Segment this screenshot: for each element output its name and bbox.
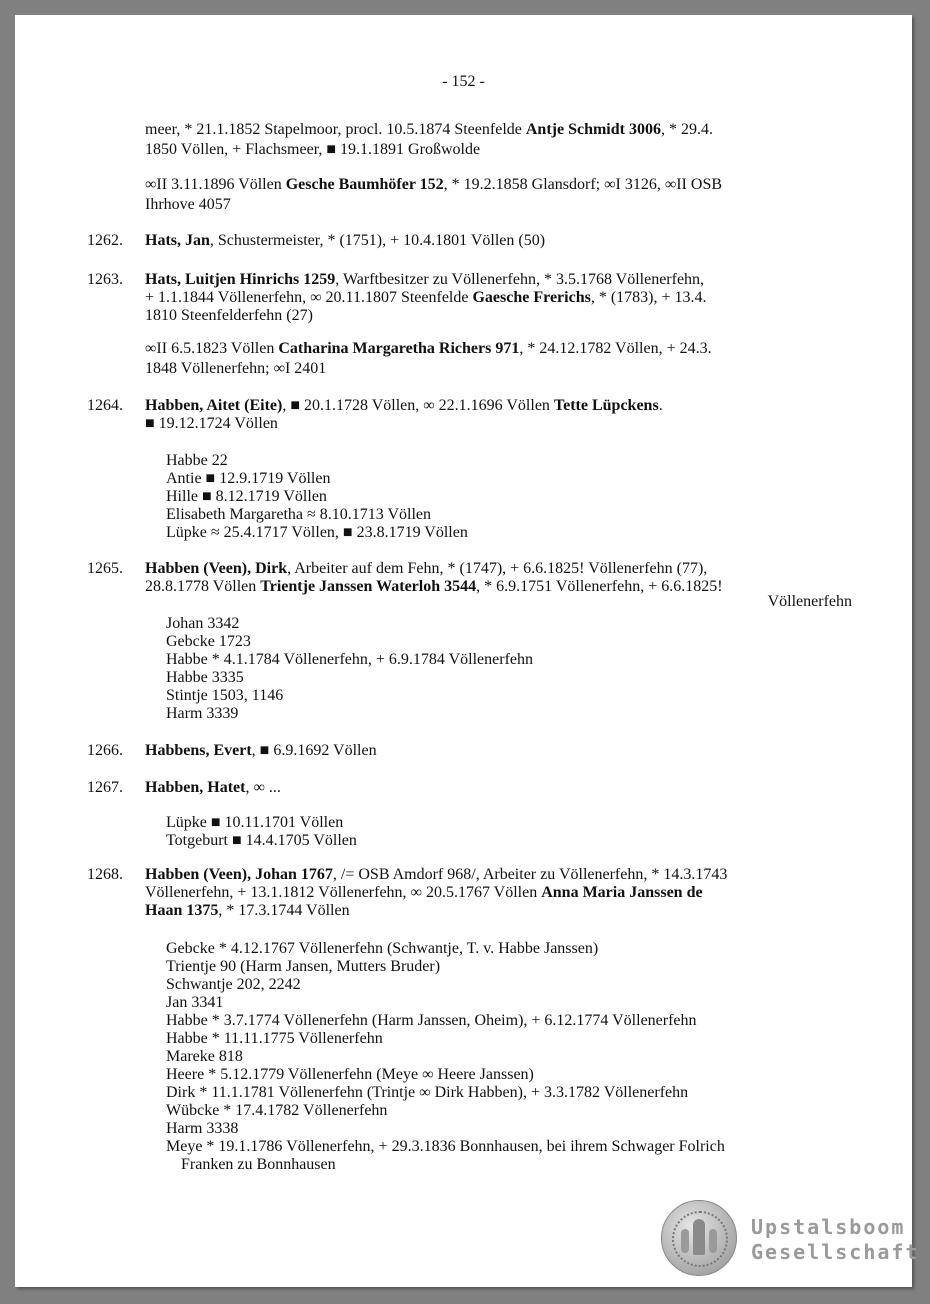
entry-1265-line-3: Völlenerfehn — [767, 593, 852, 610]
child-list-item: Meye * 19.1.1786 Völlenerfehn, + 29.3.1836 Bonnhausen, bei ihrem Schwager Folrich — [166, 1138, 725, 1155]
entry-1265-line-2 — [145, 578, 865, 596]
entry-1263-second-marriage-line-2: 1848 Völlenerfehn; ∞I 2401 — [145, 360, 327, 377]
entry-1265-line-1 — [145, 560, 865, 578]
child-list-item: Habbe * 4.1.1784 Völlenerfehn, + 6.9.1784 Völlenerfehn — [166, 651, 534, 668]
child-list-item: Totgeburt ■ 14.4.1705 Völlen — [166, 832, 357, 849]
continuation-paragraph-1 — [145, 121, 865, 139]
seal-figure-left — [681, 1229, 689, 1253]
entry-1267 — [145, 779, 865, 797]
seal-icon — [661, 1200, 737, 1276]
entry-1264-line-2: ■ 19.12.1724 Völlen — [145, 415, 278, 432]
entry-text: Völlenerfehn, + 13.1.1812 Völlenerfehn, ∞ 20.5.1767 Völlen — [145, 884, 542, 901]
entry-number-1263: 1263. — [87, 271, 123, 288]
entry-text: . — [658, 397, 663, 414]
watermark-line-2: Gesellschaft — [751, 1240, 920, 1264]
child-list-item: Gebcke 1723 — [166, 633, 251, 650]
child-list-item: Mareke 818 — [166, 1048, 243, 1065]
child-list-item: Elisabeth Margaretha ≈ 8.10.1713 Völlen — [166, 506, 432, 523]
entry-text: , Schustermeister, * (1751), + 10.4.1801 Völlen (50) — [209, 232, 546, 249]
entry-text: , * (1783), + 13.4. — [590, 289, 707, 306]
seal-figure-right — [709, 1229, 717, 1253]
text: , * 19.2.1858 Glansdorf; ∞I 3126, ∞II OSB — [443, 176, 723, 193]
entry-1263-line-2 — [145, 289, 865, 307]
child-list-item: Harm 3338 — [166, 1120, 239, 1137]
entry-number-1268: 1268. — [87, 866, 123, 883]
spouse-name: Gaesche Frerichs — [472, 289, 591, 306]
child-list-item: Heere * 5.12.1779 Völlenerfehn (Meye ∞ Heere Janssen) — [166, 1066, 534, 1083]
entry-text: , * 6.9.1751 Völlenerfehn, + 6.6.1825! — [476, 578, 723, 595]
entry-name: Hats, Jan — [145, 232, 210, 249]
entry-name: Habben (Veen), Johan 1767 — [145, 866, 333, 883]
child-list-item: Johan 3342 — [166, 615, 240, 632]
page-number: - 152 - — [442, 73, 485, 90]
text: ∞II 3.11.1896 Völlen — [145, 176, 286, 193]
child-list-item: Habbe * 3.7.1774 Völlenerfehn (Harm Janssen, Oheim), + 6.12.1774 Völlenerfehn — [166, 1012, 697, 1029]
child-list-item: Schwantje 202, 2242 — [166, 976, 301, 993]
child-list-item: Habbe 3335 — [166, 669, 244, 686]
document-page — [15, 15, 920, 1287]
entry-1263-line-1 — [145, 271, 865, 289]
entry-text: , * 17.3.1744 Völlen — [218, 902, 350, 919]
seal-tree — [693, 1219, 705, 1255]
child-list-item-wrap: Franken zu Bonnhausen — [181, 1156, 336, 1173]
entry-text: + 1.1.1844 Völlenerfehn, ∞ 20.11.1807 Steenfelde — [145, 289, 473, 306]
entry-text: , ∞ ... — [245, 779, 281, 796]
entry-number-1266: 1266. — [87, 742, 123, 759]
person-name: Gesche Baumhöfer 152 — [285, 176, 444, 193]
entry-1268-line-2 — [145, 884, 865, 902]
child-list-item: Harm 3339 — [166, 705, 239, 722]
entry-1263-line-3: 1810 Steenfelderfehn (27) — [145, 307, 313, 324]
child-list-item: Habbe * 11.11.1775 Völlenerfehn — [166, 1030, 383, 1047]
child-list-item: Stintje 1503, 1146 — [166, 687, 284, 704]
entry-1268-line-3 — [145, 902, 865, 920]
entry-number-1267: 1267. — [87, 779, 123, 796]
entry-text: , ■ 20.1.1728 Völlen, ∞ 22.1.1696 Völlen — [282, 397, 554, 414]
text: , * 29.4. — [660, 121, 713, 138]
entry-text: , * 24.12.1782 Völlen, + 24.3. — [519, 340, 712, 357]
entry-text: , Warftbesitzer zu Völlenerfehn, * 3.5.1768 Völlenerfehn, — [335, 271, 705, 288]
entry-number-1264: 1264. — [87, 397, 123, 414]
continuation-paragraph-2-line-2: Ihrhove 4057 — [145, 196, 231, 213]
entry-name: Hats, Luitjen Hinrichs 1259 — [145, 271, 336, 288]
entry-number-1262: 1262. — [87, 232, 123, 249]
child-list-item: Hille ■ 8.12.1719 Völlen — [166, 488, 327, 505]
child-list-item: Antie ■ 12.9.1719 Völlen — [166, 470, 331, 487]
text: meer, * 21.1.1852 Stapelmoor, procl. 10.5.1874 Steenfelde — [145, 121, 526, 138]
entry-text: , Arbeiter auf dem Fehn, * (1747), + 6.6.1825! Völlenerfehn (77), — [287, 560, 708, 577]
child-list-item: Gebcke * 4.12.1767 Völlenerfehn (Schwantje, T. v. Habbe Janssen) — [166, 940, 599, 957]
entry-name: Habbens, Evert — [145, 742, 252, 759]
child-list-item: Trientje 90 (Harm Jansen, Mutters Bruder) — [166, 958, 441, 975]
spouse-name: Haan 1375 — [145, 902, 219, 919]
entry-text: , ■ 6.9.1692 Völlen — [251, 742, 377, 759]
spouse-name: Tette Lüpckens — [553, 397, 659, 414]
entry-text: , /= OSB Amdorf 968/, Arbeiter zu Völlenerfehn, * 14.3.1743 — [332, 866, 728, 883]
child-list-item: Wübcke * 17.4.1782 Völlenerfehn — [166, 1102, 388, 1119]
child-list-item: Habbe 22 — [166, 452, 228, 469]
entry-1266 — [145, 742, 865, 760]
entry-1268-line-1 — [145, 866, 865, 884]
entry-1264-line-1 — [145, 397, 865, 415]
spouse-name: Trientje Janssen Waterloh 3544 — [260, 578, 477, 595]
child-list-item: Lüpke ≈ 25.4.1717 Völlen, ■ 23.8.1719 Völlen — [166, 524, 468, 541]
entry-text: 28.8.1778 Völlen — [145, 578, 261, 595]
entry-text: ∞II 6.5.1823 Völlen — [145, 340, 279, 357]
page-content — [15, 15, 920, 1287]
entry-1263-second-marriage — [145, 340, 865, 358]
child-list-item: Lüpke ■ 10.11.1701 Völlen — [166, 814, 344, 831]
entry-name: Habben, Aitet (Eite) — [145, 397, 283, 414]
continuation-paragraph-1-line-2: 1850 Völlen, + Flachsmeer, ■ 19.1.1891 Großwolde — [145, 141, 481, 158]
entry-number-1265: 1265. — [87, 560, 123, 577]
spouse-name: Anna Maria Janssen de — [541, 884, 703, 901]
entry-name: Habben (Veen), Dirk — [145, 560, 288, 577]
person-name: Antje Schmidt 3006 — [525, 121, 661, 138]
child-list-item: Jan 3341 — [166, 994, 224, 1011]
entry-name: Habben, Hatet — [145, 779, 246, 796]
watermark-text — [751, 1215, 920, 1265]
entry-1262 — [145, 232, 865, 250]
spouse-name: Catharina Margaretha Richers 971 — [278, 340, 520, 357]
child-list-item: Dirk * 11.1.1781 Völlenerfehn (Trintje ∞ Dirk Habben), + 3.3.1782 Völlenerfehn — [166, 1084, 689, 1101]
watermark-line-1: Upstalsboom — [751, 1215, 906, 1239]
continuation-paragraph-2 — [145, 176, 865, 194]
